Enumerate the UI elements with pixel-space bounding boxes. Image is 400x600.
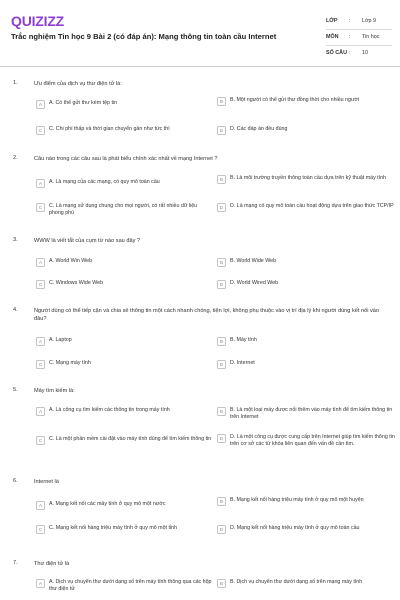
option-d[interactable] — [217, 525, 395, 534]
option-letter: A — [36, 179, 45, 188]
option-d[interactable] — [217, 360, 395, 369]
option-text: A. World Win Web — [49, 258, 93, 264]
question-text: Máy tìm kiếm là: — [34, 388, 75, 394]
option-letter: B — [217, 407, 226, 416]
option-text: B. Mạng kết nối hàng triệu máy tính ở quy mô một huyện — [230, 497, 364, 503]
option-letter: B — [217, 97, 226, 106]
option-b[interactable] — [217, 337, 395, 346]
option-text: B. Máy tính — [230, 337, 257, 343]
page-title: Trắc nghiệm Tin học 9 Bài 2 (có đáp án): Mạng thông tin toàn cầu Internet — [11, 32, 277, 41]
option-text: D. Internet — [230, 360, 255, 366]
option-b[interactable] — [217, 497, 395, 506]
option-text: C. Windows Wide Web — [49, 280, 104, 286]
option-letter: D — [217, 203, 226, 212]
option-c[interactable] — [36, 126, 212, 135]
option-letter: B — [217, 258, 226, 267]
option-letter: C — [36, 280, 45, 289]
question-text: Người dùng có thể tiếp cận và chia sẻ thông tin một cách nhanh chóng, tiện lợi, không phụ thuộc vào vị trí địa lý khi người dùng kết nối vào đâu? — [34, 308, 380, 322]
meta-row-subject — [326, 30, 392, 46]
option-letter: D — [217, 434, 226, 443]
option-b[interactable] — [217, 407, 395, 421]
option-letter: C — [36, 436, 45, 445]
meta-value: Tin học — [362, 34, 380, 40]
option-letter: A — [36, 100, 45, 109]
meta-row-class — [326, 14, 392, 30]
option-letter: D — [217, 525, 226, 534]
option-text: A. Mạng kết nối các máy tính ở quy mô một nước — [49, 501, 166, 507]
option-text: C. Mạng kết nối hàng triệu máy tính ở quy mô một tỉnh — [49, 525, 178, 531]
option-a[interactable] — [36, 337, 212, 346]
option-text: A. Dịch vụ chuyển thư dưới dạng số trên máy tính thông qua các hộp thư điện tử — [49, 579, 212, 593]
question-number: 5. — [13, 387, 18, 393]
option-d[interactable] — [217, 434, 395, 448]
option-text: C. Là một phần mềm cài đặt vào máy tính dùng để tìm kiếm thông tin — [49, 436, 212, 442]
option-text: D. Mạng kết nối hàng triệu máy tính ở quy mô toàn cầu — [230, 525, 360, 531]
question-text: Thư điện tử là — [34, 561, 70, 567]
option-text: B. Là một loại máy được nối thêm vào máy tính để tìm kiếm thông tin trên Internet — [230, 407, 393, 421]
option-text: C. Là mạng sử dụng chung cho mọi người, có rất nhiều dữ liệu phong phú — [49, 203, 198, 217]
option-text: B. Một người có thể gửi thư đồng thời cho nhiều người — [230, 97, 360, 103]
option-text: C. Mạng máy tính — [49, 360, 91, 366]
option-letter: C — [36, 203, 45, 212]
option-text: B. World Wide Web — [230, 258, 277, 264]
option-letter: D — [217, 280, 226, 289]
option-b[interactable] — [217, 258, 395, 267]
option-letter: A — [36, 258, 45, 267]
option-b[interactable] — [217, 97, 395, 106]
option-letter: A — [36, 407, 45, 416]
question-number: 1. — [13, 80, 18, 86]
option-text: A. Là công cụ tìm kiếm các thông tin trong máy tính — [49, 407, 170, 413]
option-letter: A — [36, 579, 45, 588]
option-text: D. Các đáp án đều đúng — [230, 126, 288, 132]
option-d[interactable] — [217, 280, 395, 289]
option-text: A. Có thể gửi thư kèm tệp tin — [49, 100, 118, 106]
option-letter: B — [217, 175, 226, 184]
meta-label: MÔN — [326, 34, 339, 40]
option-text: D. World Wired Web — [230, 280, 279, 286]
meta-value: 10 — [362, 50, 368, 56]
question-text: Internet là — [34, 479, 59, 485]
option-letter: B — [217, 497, 226, 506]
option-c[interactable] — [36, 525, 212, 534]
option-letter: C — [36, 126, 45, 135]
question-number: 6. — [13, 478, 18, 484]
option-c[interactable] — [36, 360, 212, 369]
quizizz-logo[interactable] — [11, 13, 64, 29]
option-a[interactable] — [36, 179, 212, 188]
option-b[interactable] — [217, 175, 395, 184]
meta-colon: : — [349, 18, 351, 24]
question-text: Câu nào trong các câu sau là phát biểu chính xác nhất về mạng Internet ? — [34, 156, 218, 162]
meta-label: SỐ CÂU — [326, 50, 347, 56]
option-text: B. Là môi trường truyền thông toàn cầu dựa trên kỹ thuật máy tính — [230, 175, 387, 181]
meta-row-count — [326, 46, 392, 62]
meta-label: LỚP — [326, 18, 338, 24]
option-b[interactable] — [217, 579, 395, 588]
question-text: Ưu điểm của dịch vụ thư điện tử là: — [34, 81, 122, 87]
option-d[interactable] — [217, 203, 395, 212]
option-letter: B — [217, 579, 226, 588]
option-a[interactable] — [36, 407, 212, 416]
option-c[interactable] — [36, 280, 212, 289]
option-letter: A — [36, 337, 45, 346]
meta-colon: : — [349, 50, 351, 56]
option-letter: C — [36, 525, 45, 534]
option-d[interactable] — [217, 126, 395, 135]
question-number: 2. — [13, 155, 18, 161]
option-text: D. Là mạng có quy mô toàn cầu hoạt động dựa trên giao thức TCP/IP — [230, 203, 394, 209]
option-letter: A — [36, 501, 45, 510]
option-letter: D — [217, 126, 226, 135]
meta-colon: : — [349, 34, 351, 40]
option-letter: D — [217, 360, 226, 369]
question-text: WWW là viết tắt của cụm từ nào sau đây ? — [34, 238, 141, 244]
option-a[interactable] — [36, 100, 212, 109]
question-number: 3. — [13, 237, 18, 243]
logo-text: QUIZIZZ — [11, 13, 65, 29]
option-text: B. Dịch vụ chuyển thư dưới dạng số trên mạng máy tính — [230, 579, 363, 585]
option-text: A. Laptop — [49, 337, 72, 343]
option-text: A. Là mạng của các mạng, có quy mô toàn cầu — [49, 179, 160, 185]
option-a[interactable] — [36, 258, 212, 267]
option-a[interactable] — [36, 501, 212, 510]
option-text: C. Chi phí thấp và thời gian chuyển gần như tức thì — [49, 126, 170, 132]
option-c[interactable] — [36, 203, 212, 217]
meta-value: Lớp 9 — [362, 18, 377, 24]
option-letter: C — [36, 360, 45, 369]
question-number: 7. — [13, 560, 18, 566]
worksheet-header — [0, 0, 400, 66]
header-divider — [0, 66, 400, 67]
worksheet-meta — [326, 14, 392, 62]
option-text: D. Là một công cụ được cung cấp trên Internet giúp tìm kiếm thông tin trên cơ sở các từ khóa liên quan đến vấn đề cần tìm. — [230, 434, 395, 448]
question-number: 4. — [13, 307, 18, 313]
option-c[interactable] — [36, 436, 212, 445]
option-a[interactable] — [36, 579, 212, 593]
option-letter: B — [217, 337, 226, 346]
